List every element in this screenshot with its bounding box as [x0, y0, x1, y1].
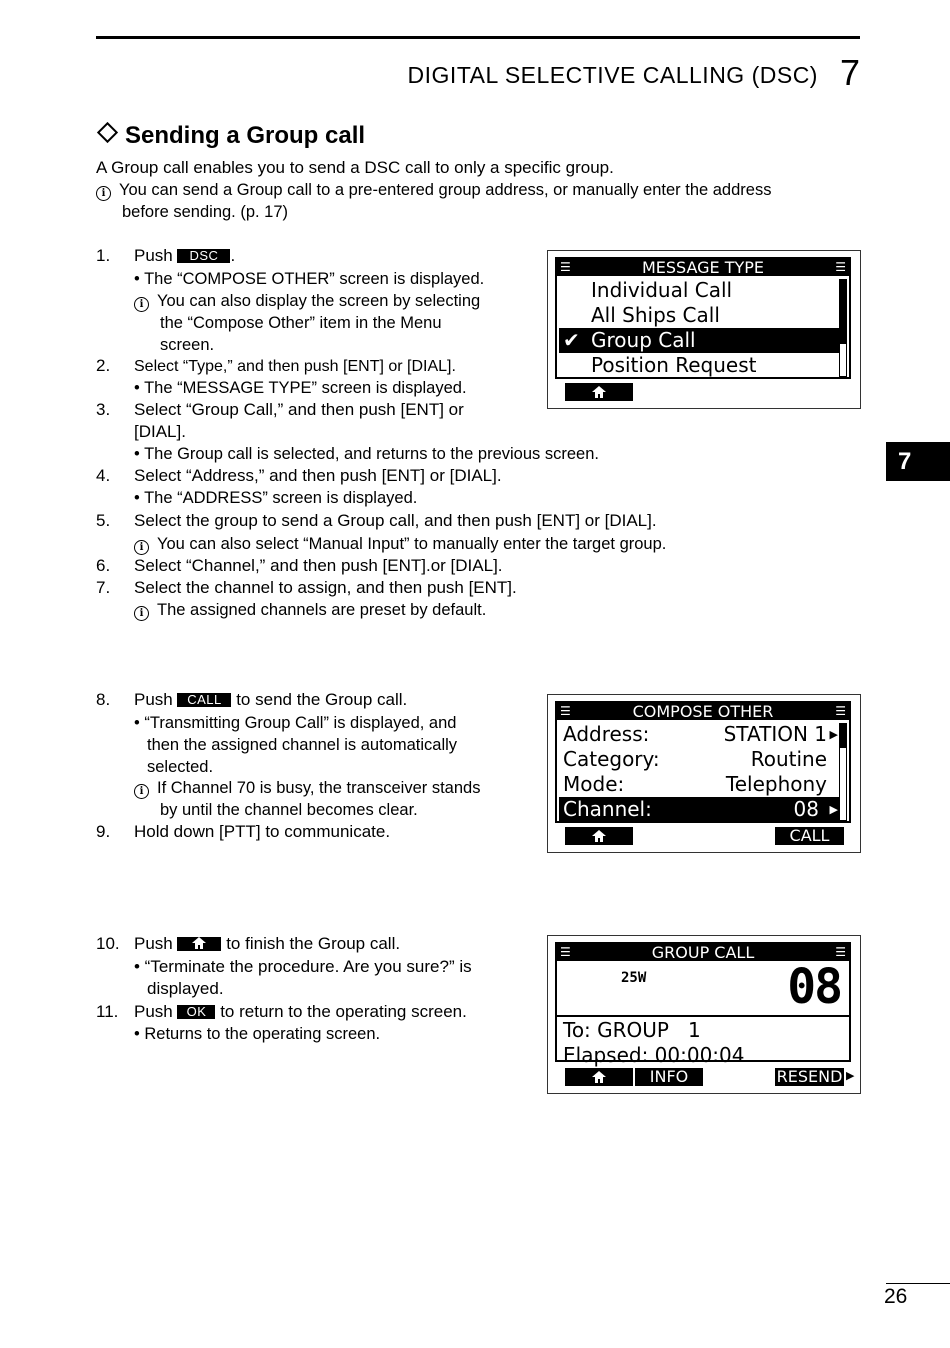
home-key [177, 937, 221, 951]
step-3-text-line2: [DIAL]. [134, 422, 186, 441]
lcd-display [555, 942, 851, 1067]
field-address[interactable] [559, 722, 839, 747]
lcd-title: GROUP CALL [651, 943, 755, 962]
chapter-header [300, 52, 860, 94]
step-5-note-line1: You can also select “Manual Input” to manually enter the target group. [157, 535, 667, 553]
step-10 [96, 933, 400, 955]
resend-softkey[interactable]: RESEND [776, 1067, 843, 1086]
lcd-display [555, 701, 851, 823]
scrollbar[interactable] [839, 279, 847, 377]
info-icon: i [134, 297, 149, 312]
call-softkey[interactable]: CALL [775, 827, 844, 845]
step-3 [96, 399, 464, 421]
field-value: 08 [793, 797, 819, 821]
section-intro: A Group call enables you to send a DSC call to only a specific group. [96, 158, 614, 177]
field-value: Telephony [725, 772, 827, 796]
dsc-key: DSC [177, 249, 230, 263]
step-5-note [134, 533, 666, 555]
lcd-display [555, 257, 851, 379]
step-text: Select “Group Call,” and then push [ENT] or [134, 400, 464, 419]
home-icon [192, 937, 206, 949]
step-text: Select “Address,” and then push [ENT] or [DIAL]. [134, 466, 502, 485]
lcd-title-bar [557, 703, 849, 720]
power-indicator: 25W [621, 970, 647, 986]
step-number: 5. [96, 511, 111, 530]
to-line: To: GROUP 1 [563, 1018, 701, 1042]
call-key: CALL [177, 693, 231, 707]
step-8 [96, 689, 407, 711]
step-11-sub: • Returns to the operating screen. [134, 1025, 381, 1043]
step-text: Hold down [PTT] to communicate. [134, 822, 391, 841]
scroll-thumb[interactable] [840, 724, 846, 748]
menu-icon: ☰ [835, 704, 846, 718]
step-text: Select the channel to assign, and then push [ENT]. [134, 578, 517, 597]
step-number: 10. [96, 934, 120, 953]
menu-item-label: Group Call [591, 328, 696, 352]
step-5 [96, 510, 657, 532]
step-2 [96, 355, 456, 378]
menu-item-label: Position Request [591, 353, 757, 377]
step-8-sub-line3: selected. [147, 758, 214, 776]
arrow-right-icon: ▶ [846, 1070, 855, 1082]
chapter-tab: 7 [886, 442, 950, 481]
step-11 [96, 1001, 467, 1023]
section-title-text: Sending a Group call [125, 122, 366, 149]
step-number: 3. [96, 400, 111, 419]
info-icon: i [134, 540, 149, 555]
step-8-sub-line2: then the assigned channel is automatically [147, 736, 458, 754]
home-softkey[interactable] [565, 1068, 633, 1086]
step-8-sub-line1: • “Transmitting Group Call” is displayed, and [134, 714, 457, 732]
arrow-right-icon: ▶ [829, 803, 838, 816]
step-8-note-line2: by until the channel becomes clear. [160, 801, 418, 819]
step-text-after: . [230, 246, 236, 265]
step-number: 2. [96, 356, 111, 375]
field-mode[interactable] [559, 772, 839, 797]
field-channel[interactable] [559, 797, 839, 822]
menu-item-individual-call[interactable] [559, 278, 839, 303]
step-number: 1. [96, 246, 111, 265]
lcd-title: MESSAGE TYPE [641, 258, 765, 277]
compose-other-screen [547, 694, 861, 853]
lcd-divider [557, 1015, 849, 1017]
step-7-note-line1: The assigned channels are preset by default. [157, 601, 487, 619]
step-2-sub: • The “MESSAGE TYPE” screen is displayed. [134, 379, 467, 397]
bottom-rule [886, 1283, 950, 1284]
field-label: Mode: [563, 772, 625, 796]
elapsed-line: Elapsed: 00:00:04 [563, 1043, 745, 1067]
step-6 [96, 555, 503, 577]
menu-item-label: All Ships Call [591, 303, 720, 327]
chapter-number: 7 [839, 52, 860, 93]
group-call-screen [547, 935, 861, 1094]
chapter-title: DIGITAL SELECTIVE CALLING (DSC) [407, 62, 818, 88]
step-7 [96, 577, 517, 599]
step-7-note [134, 599, 486, 621]
home-icon [592, 1071, 606, 1083]
step-1-note-line2: the “Compose Other” item in the Menu [160, 314, 442, 332]
step-9 [96, 821, 390, 843]
arrow-right-icon: ▶ [829, 728, 838, 741]
step-number: 11. [96, 1002, 119, 1021]
ok-key: OK [177, 1005, 215, 1019]
step-10-sub-line2: displayed. [147, 979, 224, 998]
step-3-sub: • The Group call is selected, and returns to the previous screen. [134, 445, 599, 463]
scrollbar[interactable] [839, 723, 847, 821]
step-text: Select the group to send a Group call, and then push [ENT] or [DIAL]. [134, 511, 657, 530]
field-label: Channel: [563, 797, 652, 821]
step-4-sub: • The “ADDRESS” screen is displayed. [134, 489, 418, 507]
step-8-note-line1: If Channel 70 is busy, the transceiver stands [157, 779, 481, 797]
section-note-line1: You can send a Group call to a pre-entered group address, or manually enter the address [119, 181, 772, 199]
info-icon: i [134, 784, 149, 799]
step-1-note [134, 290, 480, 312]
field-category[interactable] [559, 747, 839, 772]
menu-icon: ☰ [835, 260, 846, 274]
step-1-sub: • The “COMPOSE OTHER” screen is displayed. [134, 270, 485, 288]
step-text: Push [134, 934, 178, 953]
home-softkey[interactable] [565, 383, 633, 401]
checkmark-icon: ✔ [563, 328, 580, 352]
diamond-icon [97, 122, 118, 143]
section-title [96, 122, 365, 150]
field-value: STATION 1 [723, 722, 827, 746]
step-text-after: to send the Group call. [231, 690, 408, 709]
step-1-note-line1: You can also display the screen by selecting [157, 292, 481, 310]
step-number: 8. [96, 690, 111, 709]
field-label: Address: [563, 722, 650, 746]
step-text-after: to return to the operating screen. [215, 1002, 467, 1021]
menu-item-all-ships-call[interactable] [559, 303, 839, 328]
step-number: 7. [96, 578, 111, 597]
step-number: 9. [96, 822, 111, 841]
home-softkey[interactable] [565, 827, 633, 845]
page-number: 26 [884, 1285, 908, 1308]
info-softkey[interactable]: INFO [635, 1068, 703, 1086]
message-type-screen [547, 250, 861, 409]
menu-icon: ☰ [560, 260, 571, 274]
step-text: Push [134, 246, 178, 265]
step-text: Select “Type,” and then push [ENT] or [DIAL]. [134, 358, 456, 375]
step-text: Select “Channel,” and then push [ENT].or [DIAL]. [134, 556, 503, 575]
step-1 [96, 245, 235, 267]
field-label: Category: [563, 747, 660, 771]
step-number: 6. [96, 556, 111, 575]
lcd-title-bar [557, 259, 849, 276]
menu-item-group-call[interactable] [559, 328, 839, 353]
step-4 [96, 465, 502, 487]
field-value: Routine [750, 747, 827, 771]
channel-number: 08 [787, 959, 841, 1015]
menu-item-position-request[interactable] [559, 353, 839, 378]
step-1-note-line3: screen. [160, 336, 215, 354]
home-icon [592, 830, 606, 842]
section-note [96, 179, 771, 201]
step-text: Push [134, 1002, 178, 1021]
lcd-title: COMPOSE OTHER [632, 702, 774, 721]
top-rule [96, 36, 860, 39]
step-10-sub-line1: • “Terminate the procedure. Are you sure?” is [134, 957, 472, 976]
menu-item-label: Individual Call [591, 278, 733, 302]
home-icon [592, 386, 606, 398]
step-text-after: to finish the Group call. [221, 934, 401, 953]
menu-icon: ☰ [835, 945, 846, 959]
scroll-thumb[interactable] [840, 280, 846, 344]
menu-icon: ☰ [560, 945, 571, 959]
step-8-note [134, 777, 480, 799]
step-number: 4. [96, 466, 111, 485]
info-icon: i [96, 186, 111, 201]
info-icon: i [134, 606, 149, 621]
step-text: Push [134, 690, 178, 709]
section-note-line2: before sending. (p. 17) [122, 203, 289, 221]
menu-icon: ☰ [560, 704, 571, 718]
